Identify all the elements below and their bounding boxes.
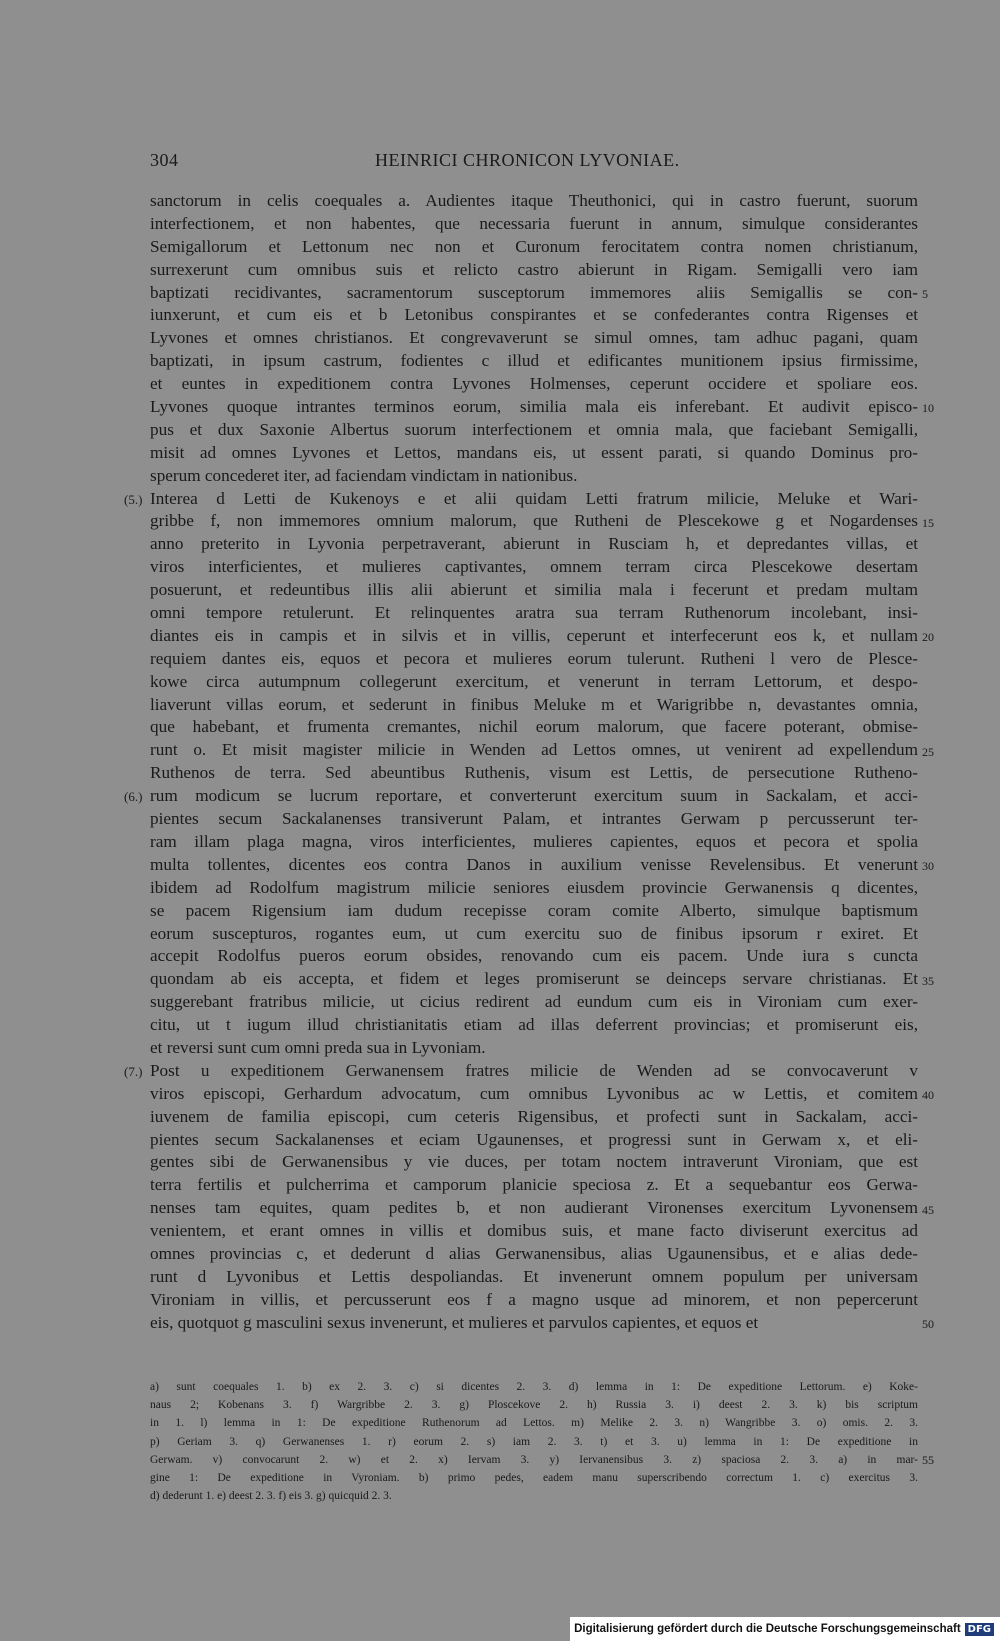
text-line: sanctorum in celis coequales a. Audientes itaque Theuthonici, qui in castro fuerunt, suorum	[150, 191, 918, 210]
footnote-line: Gerwam. v) convocarunt 2. w) et 2. x) Iervam 3. y) Iervanensibus 3. z) spaciosa 2. 3. a) in mar-	[150, 1453, 918, 1466]
text-line: Interea d Letti de Kukenoys e et alii quidam Letti fratrum milicie, Meluke et Wari-	[150, 488, 918, 508]
text-line: eis, quotquot g masculini sexus invenerunt, et mulieres et parvulos capientes, et equos et	[150, 1312, 759, 1332]
text-line: pus et dux Saxonie Albertus suorum interfectionem et omnia mala, que faciebant Semigalli,	[150, 419, 918, 439]
text-line: ram illam plaga magna, viros interficientes, mulieres capientes, equos et pecora et spolia	[150, 831, 918, 851]
text-line: baptizati recidivantes, sacramentorum susceptorum immemores aliis Semigallis se con-	[150, 282, 918, 302]
text-line: pientes secum Sackalanenses et eciam Ugaunenses, et progressi sunt in Gerwam x, et eli-	[150, 1129, 918, 1149]
footnote-line: naus 2; Kobenans 3. f) Wargribbe 2. 3. g) Ploscekove 2. h) Russia 3. i) deest 2. 3. k) bis scriptum	[150, 1399, 918, 1412]
text-line: Lyvones quoque intrantes terminos eorum, similia mala eis inferebant. Et audivit episco-	[150, 397, 918, 417]
text-line: Semigallorum et Lettonum nec non et Curonum ferocitatem contra nomen christianum,	[150, 236, 918, 256]
footnote-line: gine 1: De expeditione in Vyroniam. b) primo pedes, eadem manu superscribendo correctum 1. c) exercitus 3.	[150, 1471, 918, 1484]
text-line: et reversi sunt cum omni preda sua in Lyvoniam.	[150, 1037, 486, 1057]
line-number: 35	[922, 973, 934, 988]
text-line: citu, ut t iugum illud christianitatis etiam ad illas deferrent provincias; et promiserunt eis,	[150, 1015, 918, 1035]
text-line: eorum suscepturos, rogantes eum, ut cum exercitu suo de finibus ipsorum r exiret. Et	[150, 923, 918, 943]
text-line: viros episcopi, Gerhardum advocatum, cum omnibus Lyvonibus ac w Lettis, et comitem	[150, 1083, 918, 1103]
text-line: Ruthenos de terra. Sed abeuntibus Ruthenis, visum est Lettis, de persecutione Rutheno-	[150, 763, 918, 783]
line-number: 25	[922, 744, 934, 759]
text-line: nenses tam equites, quam pedites b, et non audierant Vironenses exercitum Lyvonensem	[150, 1198, 918, 1218]
text-line: gentes sibi de Gerwanensibus y vie duces, per totam noctem intraverunt Vironiam, que est	[150, 1152, 918, 1172]
text-line: iunxerunt, et cum eis et b Letonibus conspirantes et se confederantes contra Rigenses et	[150, 305, 918, 325]
text-line: runt d Lyvonibus et Lettis despoliandas. Et invenerunt omnem populum per universam	[150, 1266, 918, 1286]
text-line: misit ad omnes Lyvones et Lettos, mandans eis, ut essent parati, si quando Dominus pro-	[150, 442, 918, 462]
line-number: 50	[922, 1317, 934, 1332]
line-number: 5	[922, 286, 928, 301]
text-line: Post u expeditionem Gerwanensem fratres milicie de Wenden ad se convocaverunt v	[150, 1060, 918, 1080]
text-line: requiem dantes eis, equos et pecora et mulieres eorum tulerunt. Rutheni l vero de Plesce-	[150, 648, 918, 668]
text-line: interfectionem, et non habentes, que necessaria fuerunt in annum, simulque considerantes	[150, 213, 918, 233]
text-line: multa tollentes, dicentes eos contra Danos in auxilium venisse Revelensibus. Et venerunt	[150, 854, 918, 874]
line-number: 20	[922, 630, 934, 645]
text-line: kowe circa autumpnum collegerunt exercitum, et venerunt in terram Lettorum, et despo-	[150, 671, 918, 691]
line-number: 40	[922, 1088, 934, 1103]
text-line: omnes provincias c, et dederunt d alias Gerwanensibus, alias Ugaunensibus, et e alias dede-	[150, 1243, 918, 1263]
text-line: pientes secum Sackalanenses transiverunt Palam, et intrantes Gerwam p percusserunt ter-	[150, 809, 918, 829]
text-line: quondam ab eis accepta, et fidem et leges promiserunt se deinceps servare christianas. Et	[150, 969, 918, 989]
text-line: surrexerunt cum omnibus suis et relicto castro abierunt in Rigam. Semigalli vero iam	[150, 259, 918, 279]
line-number: 30	[922, 859, 934, 874]
text-line: accepit Rodolfus pueros eorum obsides, renovando cum eis pacem. Unde iura s cuncta	[150, 946, 918, 966]
text-line: omni tempore retulerunt. Et relinquentes aratra sua terram Ruthenorum incolebant, insi-	[150, 603, 918, 623]
credit-text: Digitalisierung gefördert durch die Deutsche Forschungsgemeinschaft	[574, 1623, 961, 1635]
digitization-credit	[570, 1617, 1000, 1641]
line-number: 15	[922, 515, 934, 530]
text-line: runt o. Et misit magister milicie in Wenden ad Lettos omnes, ut venirent ad expellendum	[150, 740, 918, 760]
text-line: Vironiam in villis, et percusserunt eos f a magno usque ad minorem, et non pepercerunt	[150, 1289, 918, 1309]
text-line: baptizati, in ipsum castrum, fodientes c illud et edificantes munitionem ipsius firmissime,	[150, 351, 918, 371]
text-line: iuvenem de familia episcopi, cum ceteris Rigensibus, et profecti sunt in Sackalam, acci-	[150, 1106, 918, 1126]
text-line: anno preterito in Lyvonia perpetraverant, abierunt in Rusciam h, et depredantes villas, et	[150, 534, 918, 554]
dfg-logo: DFG	[965, 1623, 994, 1636]
text-line: gribbe f, non immemores omnium malorum, que Rutheni de Plescekowe g et Nogardenses	[150, 511, 918, 531]
text-line: diantes eis in campis et in silvis et in villis, ceperunt et interfecerunt eos k, et nullam	[150, 625, 918, 645]
page-number: 304	[150, 150, 179, 170]
text-line: suggerebant fratribus milicie, ut cicius redirent ad eundum cum eis in Vironiam cum exer-	[150, 992, 918, 1012]
footnote-line: d) dederunt 1. e) deest 2. 3. f) eis 3. g) quicquid 2. 3.	[150, 1490, 392, 1503]
text-line: viros interficientes, et mulieres captivantes, omnem terram circa Plescekowe desertam	[150, 557, 918, 577]
section-number: (5.)	[124, 491, 143, 507]
footnote-line: p) Geriam 3. q) Gerwanenses 1. r) eorum 2. s) iam 2. 3. t) et 3. u) lemma in 1: De expeditione in	[150, 1435, 918, 1448]
section-number: (7.)	[124, 1064, 143, 1080]
page-title: HEINRICI CHRONICON LYVONIAE.	[375, 150, 680, 170]
main-text	[150, 190, 918, 1335]
text-line: se pacem Rigensium iam dudum recepisse coram comite Alberto, simulque baptismum	[150, 900, 918, 920]
text-line: et euntes in expeditionem contra Lyvones Holmenses, ceperunt occidere et spoliare eos.	[150, 374, 918, 394]
text-line: que habebant, et frumenta cremantes, nichil eorum malorum, que facere poterant, obmise-	[150, 717, 918, 737]
text-line: terra fertilis et pulcherrima et camporum planicie speciosa z. Et a sequebantur eos Gerwa-	[150, 1175, 918, 1195]
text-line: sperum concederet iter, ad faciendam vindictam in nationibus.	[150, 465, 578, 485]
footnotes	[150, 1378, 918, 1505]
text-line: ibidem ad Rodolfum magistrum milicie seniores eiusdem provincie Gerwanensis q dicentes,	[150, 877, 918, 897]
text-line: venientem, et erant omnes in villis et domibus suis, et mane facto diviserunt exercitus ad	[150, 1221, 918, 1241]
section-number: (6.)	[124, 789, 143, 805]
text-line: rum modicum se lucrum reportare, et converterunt exercitum suum in Sackalam, et acci-	[150, 786, 918, 806]
footnote-line: a) sunt coequales 1. b) ex 2. 3. c) si dicentes 2. 3. d) lemma in 1: De expeditione Lettorum. e) Koke-	[150, 1381, 918, 1393]
text-line: Lyvones et omnes christianos. Et congrevaverunt se simul omnes, tam adhuc pagani, quam	[150, 328, 918, 348]
text-line: liaverunt villas eorum, et sederunt in finibus Meluke m et Warigribbe n, devastantes omnia,	[150, 694, 918, 714]
text-line: posuerunt, et redeuntibus illis alii abierunt et similia mala i fecerunt et predam multam	[150, 580, 918, 600]
line-number: 55	[922, 1452, 934, 1467]
line-number: 10	[922, 401, 934, 416]
footnote-line: in 1. l) lemma in 1: De expeditione Ruthenorum ad Lettos. m) Melike 2. 3. n) Wangribbe 3. o) omis. 2. 3.	[150, 1417, 918, 1430]
line-number: 45	[922, 1202, 934, 1217]
